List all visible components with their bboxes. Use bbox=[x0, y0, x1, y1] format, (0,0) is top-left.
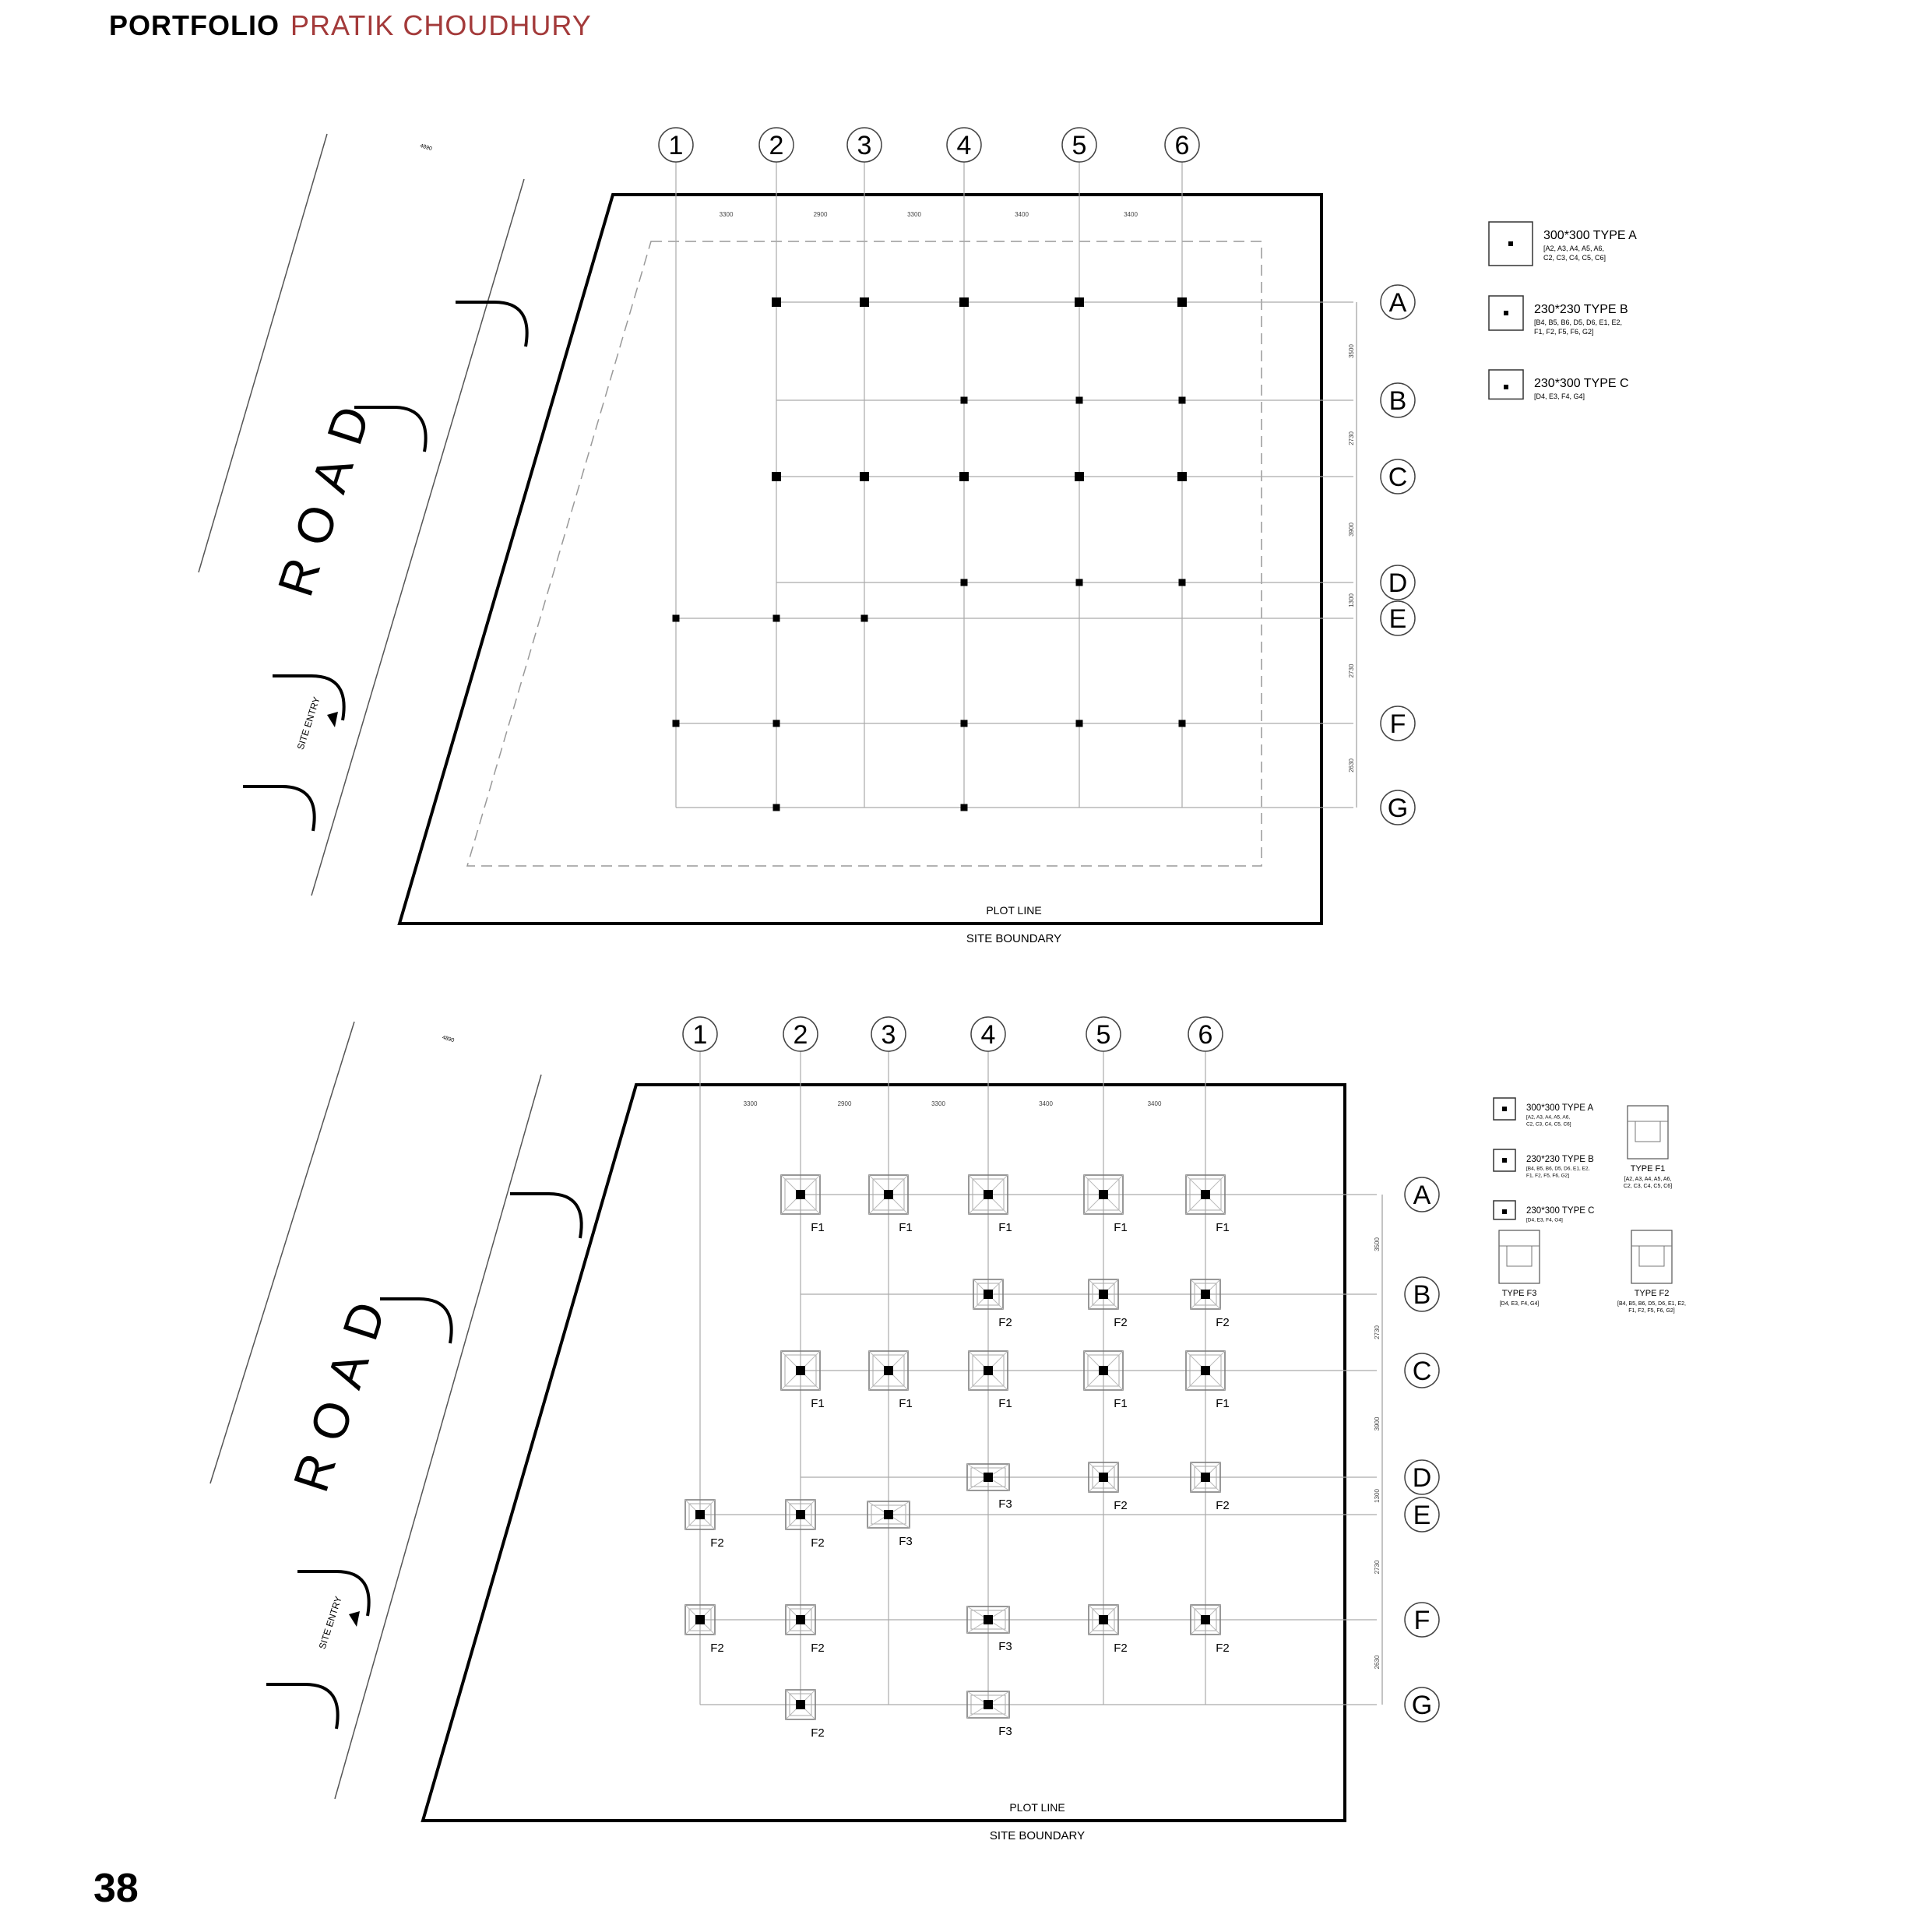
column-B5 bbox=[1099, 1290, 1108, 1299]
plot-line-label: PLOT LINE bbox=[986, 904, 1042, 917]
footing-C4 bbox=[969, 1351, 1012, 1410]
footing-C6 bbox=[1186, 1351, 1230, 1410]
footing-F2 bbox=[786, 1605, 825, 1655]
footing-detail-title: TYPE F3 bbox=[1501, 1289, 1537, 1298]
footing-detail-list: [A2, A3, A4, A5, A6, bbox=[1624, 1177, 1672, 1182]
grid-label-col: 5 bbox=[1096, 1020, 1111, 1050]
site-entry-label: SITE ENTRY bbox=[294, 695, 322, 751]
column-E3 bbox=[884, 1510, 893, 1519]
road-width-dimension: 4890 bbox=[441, 1034, 455, 1044]
legend-swatch-dot bbox=[1504, 311, 1508, 315]
column-C5 bbox=[1099, 1366, 1108, 1375]
site-entry-arrow-icon bbox=[349, 1611, 360, 1627]
footing-type-label: F2 bbox=[1114, 1642, 1128, 1655]
column-spacing: 3400 bbox=[1147, 1100, 1162, 1107]
column-C2 bbox=[772, 472, 781, 481]
legend-list: [D4, E3, F4, G4] bbox=[1526, 1217, 1563, 1223]
grid-label-col: 4 bbox=[956, 131, 972, 160]
grid-label-row: G bbox=[1387, 794, 1409, 823]
row-spacing: 2630 bbox=[1348, 758, 1355, 772]
column-B5 bbox=[1076, 397, 1083, 404]
footing-detail-list: C2, C3, C4, C5, C6] bbox=[1623, 1184, 1673, 1189]
footing-type-label: F2 bbox=[1114, 1499, 1128, 1512]
grid-label-col: 5 bbox=[1072, 131, 1087, 160]
grid-label-col: 3 bbox=[857, 131, 872, 160]
footing-A4 bbox=[969, 1175, 1012, 1234]
grid-label-row: C bbox=[1412, 1357, 1432, 1386]
footing-type-label: F1 bbox=[1114, 1397, 1128, 1410]
footing-type-label: F2 bbox=[1216, 1642, 1230, 1655]
footing-type-label: F1 bbox=[1216, 1397, 1230, 1410]
column-D4 bbox=[961, 579, 968, 586]
legend-list: C2, C3, C4, C5, C6] bbox=[1526, 1121, 1571, 1128]
footing-layout-plan bbox=[210, 1017, 1686, 1842]
footing-type-label: F1 bbox=[899, 1221, 913, 1234]
row-spacing: 3500 bbox=[1348, 344, 1355, 358]
column-E3 bbox=[861, 615, 868, 622]
footing-type-label: F1 bbox=[811, 1221, 825, 1234]
row-spacing: 3500 bbox=[1374, 1237, 1381, 1251]
column-E2 bbox=[773, 615, 780, 622]
footing-type-detail bbox=[1617, 1230, 1686, 1314]
column-F1 bbox=[695, 1615, 705, 1624]
footing-A2 bbox=[781, 1175, 825, 1234]
column-layout-plan bbox=[199, 128, 1637, 945]
entry-curb bbox=[456, 302, 527, 347]
legend-swatch bbox=[1489, 370, 1523, 399]
column-B4 bbox=[984, 1290, 993, 1299]
footing-type-label: F3 bbox=[998, 1725, 1012, 1738]
legend-title: 230*230 TYPE B bbox=[1534, 303, 1628, 316]
grid-label-row: B bbox=[1388, 386, 1407, 416]
site-entry-label: SITE ENTRY bbox=[316, 1595, 344, 1651]
footing-C5 bbox=[1084, 1351, 1128, 1410]
row-spacing: 1300 bbox=[1374, 1489, 1381, 1503]
column-spacing: 2900 bbox=[813, 211, 828, 218]
footing-A3 bbox=[869, 1175, 913, 1234]
column-A4 bbox=[959, 297, 969, 307]
footing-detail-outline bbox=[1631, 1230, 1672, 1283]
legend-title: 230*300 TYPE C bbox=[1534, 377, 1629, 390]
column-spacing: 3300 bbox=[743, 1100, 758, 1107]
footing-type-label: F2 bbox=[998, 1316, 1012, 1329]
footing-A5 bbox=[1084, 1175, 1128, 1234]
column-F2 bbox=[796, 1615, 805, 1624]
grid-label-col: 3 bbox=[881, 1020, 896, 1050]
site-boundary-label: SITE BOUNDARY bbox=[989, 1829, 1086, 1842]
grid-label-col: 2 bbox=[793, 1020, 808, 1050]
legend-list: [D4, E3, F4, G4] bbox=[1534, 392, 1585, 400]
footing-D4 bbox=[967, 1464, 1012, 1511]
header-author: PRATIK CHOUDHURY bbox=[290, 9, 592, 41]
column-B6 bbox=[1201, 1290, 1210, 1299]
footing-type-label: F3 bbox=[998, 1497, 1012, 1511]
footing-type-label: F1 bbox=[998, 1397, 1012, 1410]
legend-list: [B4, B5, B6, D5, D6, E1, E2, bbox=[1526, 1166, 1590, 1172]
column-C6 bbox=[1177, 472, 1187, 481]
column-C5 bbox=[1075, 472, 1084, 481]
legend-list: [A2, A3, A4, A5, A6, bbox=[1543, 245, 1605, 252]
column-D5 bbox=[1099, 1473, 1108, 1482]
site-entry-arrow-icon bbox=[327, 712, 338, 727]
footing-detail-outline bbox=[1499, 1230, 1540, 1283]
row-spacing: 2730 bbox=[1374, 1560, 1381, 1575]
column-F2 bbox=[773, 720, 780, 727]
footing-G2 bbox=[786, 1690, 825, 1740]
footing-E3 bbox=[867, 1501, 913, 1548]
column-F4 bbox=[961, 720, 968, 727]
road-edge-inner bbox=[311, 179, 524, 896]
footing-type-detail bbox=[1499, 1230, 1540, 1307]
grid-label-row: G bbox=[1411, 1691, 1433, 1720]
footing-E2 bbox=[786, 1500, 825, 1550]
column-spacing: 2900 bbox=[837, 1100, 852, 1107]
legend-list: [A2, A3, A4, A5, A6, bbox=[1526, 1114, 1571, 1121]
column-A5 bbox=[1075, 297, 1084, 307]
footing-type-label: F2 bbox=[811, 1642, 825, 1655]
column-D4 bbox=[984, 1473, 993, 1482]
legend-swatch-dot bbox=[1502, 1209, 1507, 1214]
column-A3 bbox=[884, 1190, 893, 1199]
road-label: ROAD bbox=[282, 1279, 402, 1499]
legend-title: 230*230 TYPE B bbox=[1526, 1154, 1594, 1164]
grid-label-col: 6 bbox=[1198, 1020, 1213, 1050]
entry-curb bbox=[510, 1194, 582, 1238]
legend-list: C2, C3, C4, C5, C6] bbox=[1543, 254, 1606, 262]
column-F5 bbox=[1099, 1615, 1108, 1624]
legend-title: 230*300 TYPE C bbox=[1526, 1205, 1595, 1216]
footing-detail-inner bbox=[1507, 1246, 1532, 1266]
footing-type-label: F3 bbox=[998, 1640, 1012, 1653]
footing-E1 bbox=[685, 1500, 724, 1550]
grid-label-row: C bbox=[1388, 463, 1408, 492]
column-B4 bbox=[961, 397, 968, 404]
column-C4 bbox=[959, 472, 969, 481]
grid-label-row: E bbox=[1413, 1501, 1431, 1530]
column-C3 bbox=[860, 472, 869, 481]
legend-swatch-dot bbox=[1508, 241, 1513, 246]
footing-type-label: F2 bbox=[1114, 1316, 1128, 1329]
footing-F6 bbox=[1191, 1605, 1230, 1655]
column-F4 bbox=[984, 1615, 993, 1624]
site-boundary-label: SITE BOUNDARY bbox=[966, 932, 1062, 945]
column-G2 bbox=[773, 804, 780, 811]
legend-list: F1, F2, F5, F6, G2] bbox=[1534, 328, 1594, 336]
column-D6 bbox=[1179, 579, 1186, 586]
column-spacing: 3300 bbox=[719, 211, 734, 218]
column-G2 bbox=[796, 1700, 805, 1709]
column-E1 bbox=[695, 1510, 705, 1519]
footing-G4 bbox=[967, 1691, 1012, 1738]
footing-detail-list: F1, F2, F5, F6, G2] bbox=[1628, 1308, 1675, 1314]
footing-type-label: F2 bbox=[710, 1536, 724, 1550]
column-C4 bbox=[984, 1366, 993, 1375]
footing-type-label: F1 bbox=[811, 1397, 825, 1410]
column-C6 bbox=[1201, 1366, 1210, 1375]
column-A5 bbox=[1099, 1190, 1108, 1199]
footing-detail-list: [B4, B5, B6, D5, D6, E1, E2, bbox=[1617, 1301, 1686, 1307]
entry-curb bbox=[266, 1684, 338, 1729]
grid-label-col: 1 bbox=[668, 131, 684, 160]
column-A4 bbox=[984, 1190, 993, 1199]
column-C2 bbox=[796, 1366, 805, 1375]
column-C3 bbox=[884, 1366, 893, 1375]
column-spacing: 3300 bbox=[931, 1100, 945, 1107]
column-A6 bbox=[1201, 1190, 1210, 1199]
footing-F4 bbox=[967, 1606, 1012, 1653]
grid-label-col: 4 bbox=[980, 1020, 996, 1050]
grid-label-col: 1 bbox=[692, 1020, 708, 1050]
row-spacing: 3900 bbox=[1348, 523, 1355, 537]
row-spacing: 3900 bbox=[1374, 1416, 1381, 1431]
grid-label-row: F bbox=[1389, 709, 1406, 739]
row-spacing: 2730 bbox=[1348, 663, 1355, 678]
footing-type-detail bbox=[1624, 1106, 1672, 1189]
column-E2 bbox=[796, 1510, 805, 1519]
row-spacing: 2730 bbox=[1374, 1325, 1381, 1339]
grid-label-row: E bbox=[1388, 604, 1407, 634]
column-spacing: 3400 bbox=[1039, 1100, 1053, 1107]
footing-B4 bbox=[973, 1279, 1012, 1329]
row-spacing: 2730 bbox=[1348, 431, 1355, 445]
header-title: PORTFOLIO bbox=[109, 9, 280, 41]
footing-detail-outline bbox=[1628, 1106, 1668, 1159]
legend-swatch-dot bbox=[1502, 1107, 1507, 1111]
legend-list: [B4, B5, B6, D5, D6, E1, E2, bbox=[1534, 318, 1623, 326]
grid-label-col: 6 bbox=[1174, 131, 1190, 160]
column-B6 bbox=[1179, 397, 1186, 404]
column-F6 bbox=[1179, 720, 1186, 727]
column-spacing: 3400 bbox=[1015, 211, 1029, 218]
grid-label-row: A bbox=[1388, 288, 1407, 318]
footing-D5 bbox=[1089, 1462, 1128, 1512]
footing-C2 bbox=[781, 1351, 825, 1410]
column-A6 bbox=[1177, 297, 1187, 307]
footing-F1 bbox=[685, 1605, 724, 1655]
footing-D6 bbox=[1191, 1462, 1230, 1512]
footing-B5 bbox=[1089, 1279, 1128, 1329]
grid-label-row: F bbox=[1413, 1606, 1431, 1635]
footing-type-label: F2 bbox=[1216, 1499, 1230, 1512]
entry-curb bbox=[243, 787, 315, 831]
legend-title: 300*300 TYPE A bbox=[1526, 1103, 1594, 1113]
column-spacing: 3400 bbox=[1124, 211, 1138, 218]
grid-label-row: D bbox=[1388, 568, 1408, 598]
column-F5 bbox=[1076, 720, 1083, 727]
footing-type-label: F2 bbox=[710, 1642, 724, 1655]
column-A3 bbox=[860, 297, 869, 307]
footing-type-label: F1 bbox=[998, 1221, 1012, 1234]
footing-type-label: F1 bbox=[1216, 1221, 1230, 1234]
column-F6 bbox=[1201, 1615, 1210, 1624]
grid-label-row: D bbox=[1412, 1463, 1432, 1493]
road-edge-inner bbox=[335, 1075, 541, 1799]
footing-type-label: F1 bbox=[899, 1397, 913, 1410]
grid-label-col: 2 bbox=[769, 131, 784, 160]
footing-type-label: F2 bbox=[1216, 1316, 1230, 1329]
footing-detail-inner bbox=[1635, 1121, 1660, 1142]
legend-list: F1, F2, F5, F6, G2] bbox=[1526, 1173, 1570, 1179]
plot-line-label: PLOT LINE bbox=[1009, 1801, 1065, 1814]
footing-type-label: F3 bbox=[899, 1535, 913, 1548]
row-spacing: 1300 bbox=[1348, 593, 1355, 607]
footing-type-label: F2 bbox=[811, 1726, 825, 1740]
column-D5 bbox=[1076, 579, 1083, 586]
legend-title: 300*300 TYPE A bbox=[1543, 229, 1637, 242]
legend-swatch-dot bbox=[1502, 1158, 1507, 1163]
footing-detail-title: TYPE F2 bbox=[1634, 1289, 1670, 1298]
footing-C3 bbox=[869, 1351, 913, 1410]
footing-detail-list: [D4, E3, F4, G4] bbox=[1499, 1301, 1540, 1307]
column-G4 bbox=[961, 804, 968, 811]
footing-type-label: F1 bbox=[1114, 1221, 1128, 1234]
column-G4 bbox=[984, 1700, 993, 1709]
row-spacing: 2630 bbox=[1374, 1655, 1381, 1670]
footing-detail-inner bbox=[1639, 1246, 1664, 1266]
grid-label-row: A bbox=[1413, 1181, 1431, 1210]
footing-detail-title: TYPE F1 bbox=[1630, 1164, 1666, 1174]
road-width-dimension: 4890 bbox=[419, 143, 433, 153]
column-spacing: 3300 bbox=[907, 211, 921, 218]
column-A2 bbox=[772, 297, 781, 307]
footing-A6 bbox=[1186, 1175, 1230, 1234]
road-label: ROAD bbox=[266, 383, 386, 604]
legend-swatch-dot bbox=[1504, 385, 1508, 389]
column-F1 bbox=[673, 720, 680, 727]
footing-B6 bbox=[1191, 1279, 1230, 1329]
column-D6 bbox=[1201, 1473, 1210, 1482]
column-A2 bbox=[796, 1190, 805, 1199]
footing-type-label: F2 bbox=[811, 1536, 825, 1550]
footing-F5 bbox=[1089, 1605, 1128, 1655]
page-number: 38 bbox=[93, 1866, 139, 1911]
grid-label-row: B bbox=[1413, 1280, 1431, 1310]
column-E1 bbox=[673, 615, 680, 622]
